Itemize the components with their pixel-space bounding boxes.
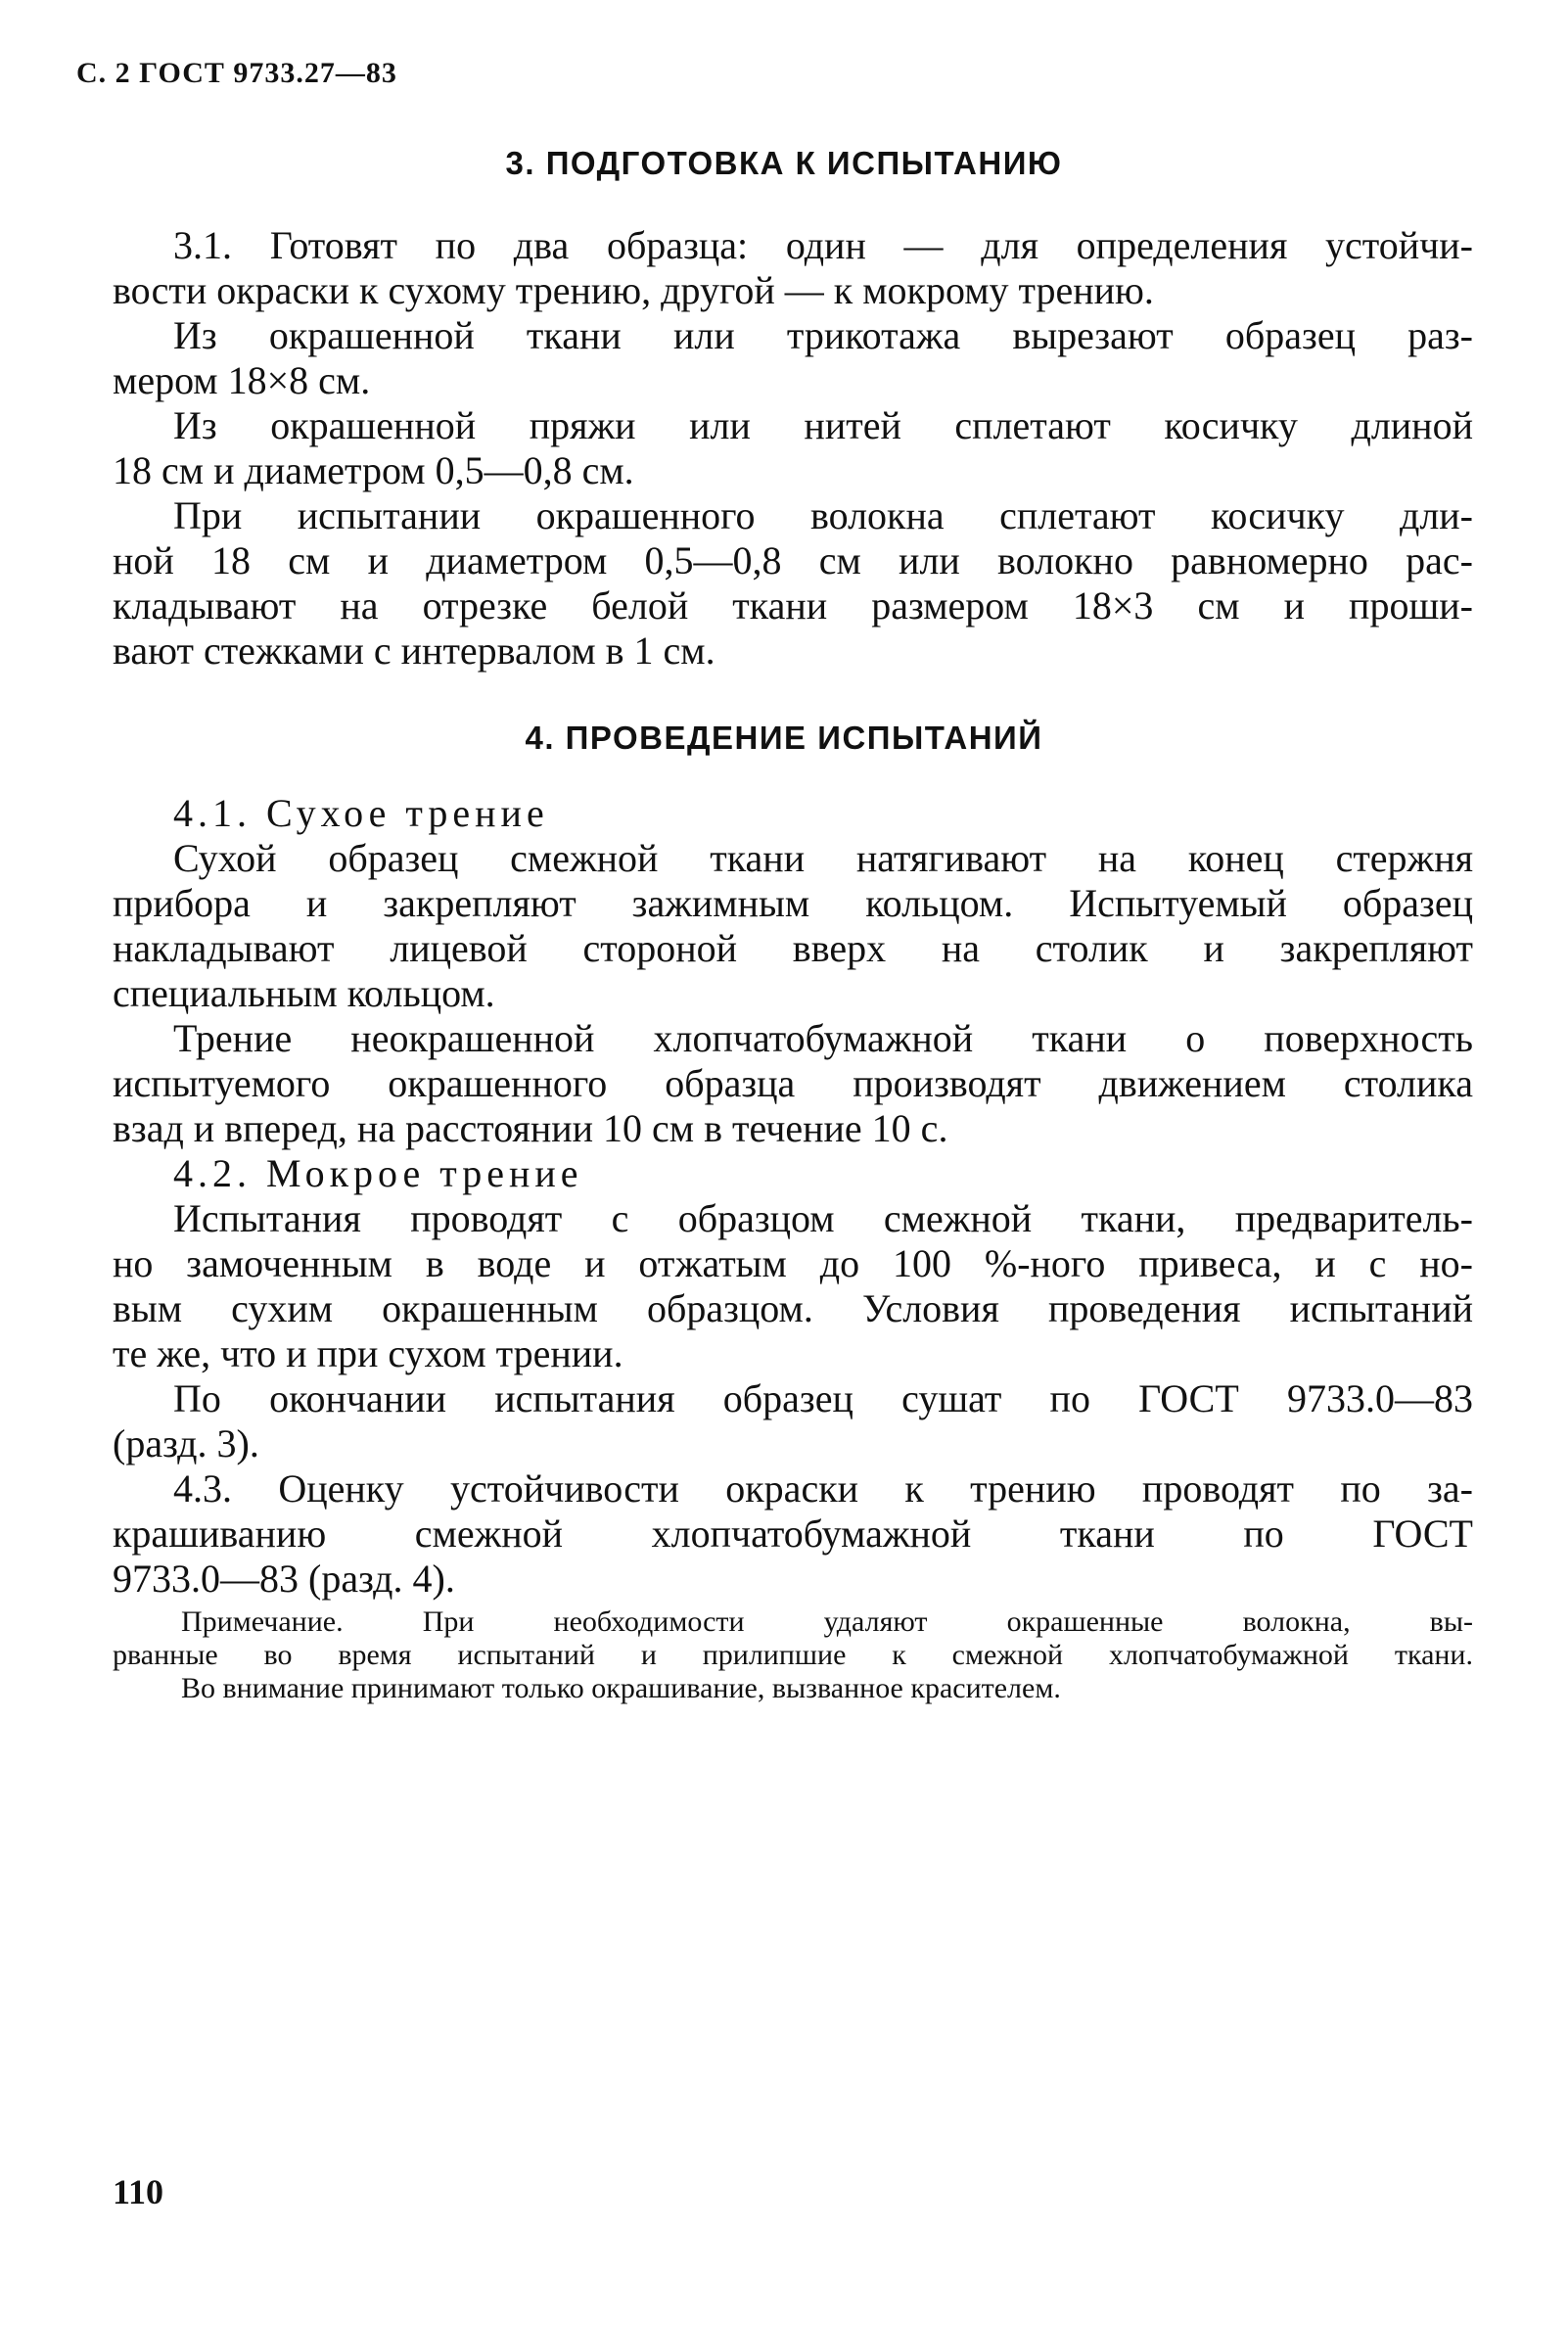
note-line: Во внимание принимают только окрашивание, вызванное красителем. — [181, 1672, 1061, 1704]
text-line: взад и вперед, на расстоянии 10 см в течение 10 с. — [113, 1106, 948, 1150]
text-line: ной 18 см и диаметром 0,5—0,8 см или волокно равномерно рас- — [113, 538, 1473, 582]
note-line: Примечание. При необходимости удаляют окрашенные волокна, вы- — [181, 1605, 1473, 1638]
text-line: Из окрашенной пряжи или нитей сплетают косичку длиной — [173, 403, 1473, 447]
running-head: С. 2 ГОСТ 9733.27—83 — [76, 57, 397, 89]
text-line: кладывают на отрезке белой ткани размером 18×3 см и проши- — [113, 583, 1473, 628]
section-3-body — [113, 223, 1473, 674]
text-line: крашиванию смежной хлопчатобумажной ткани по ГОСТ — [113, 1511, 1473, 1556]
text-line: испытуемого окрашенного образца производят движением столика — [113, 1061, 1473, 1105]
text-line: Испытания проводят с образцом смежной ткани, предваритель- — [173, 1196, 1473, 1240]
text-line: Из окрашенной ткани или трикотажа вырезают образец раз- — [173, 313, 1473, 357]
text-line: Трение неокрашенной хлопчатобумажной ткани о поверхность — [173, 1016, 1473, 1060]
text-line: но замоченным в воде и отжатым до 100 %-ного привеса, и с но- — [113, 1241, 1473, 1285]
section-4-body — [113, 791, 1473, 1602]
text-line: накладывают лицевой стороной вверх на столик и закрепляют — [113, 926, 1473, 970]
text-line: вают стежками с интервалом в 1 см. — [113, 628, 715, 673]
text-line: При испытании окрашенного волокна сплетают косичку дли- — [173, 493, 1473, 537]
subsection-title: 4.1. Сухое трение — [173, 791, 549, 835]
text-line: 9733.0—83 (разд. 4). — [113, 1557, 455, 1601]
text-line: По окончании испытания образец сушат по ГОСТ 9733.0—83 — [173, 1376, 1473, 1420]
text-line: специальным кольцом. — [113, 971, 495, 1015]
section-4-heading: 4. ПРОВЕДЕНИЕ ИСПЫТАНИЙ — [525, 720, 1043, 756]
subsection-title: 4.2. Мокрое трение — [173, 1151, 583, 1195]
text-line: Сухой образец смежной ткани натягивают на конец стержня — [173, 836, 1473, 880]
text-line: 4.3. Оценку устойчивости окраски к трению проводят по за- — [173, 1466, 1473, 1511]
page-number: 110 — [113, 2172, 164, 2211]
text-line: вым сухим окрашенным образцом. Условия проведения испытаний — [113, 1286, 1473, 1330]
section-3-heading: 3. ПОДГОТОВКА К ИСПЫТАНИЮ — [505, 145, 1063, 181]
text-line: 18 см и диаметром 0,5—0,8 см. — [113, 448, 634, 492]
text-line: те же, что и при сухом трении. — [113, 1331, 623, 1375]
text-line: вости окраски к сухому трению, другой — к мокрому трению. — [113, 268, 1154, 312]
note-line: рванные во время испытаний и прилипшие к смежной хлопчатобумажной ткани. — [113, 1639, 1473, 1671]
text-line: 3.1. Готовят по два образца: один — для определения устойчи- — [173, 223, 1473, 267]
text-line: мером 18×8 см. — [113, 358, 371, 402]
text-line: (разд. 3). — [113, 1421, 259, 1465]
text-line: прибора и закрепляют зажимным кольцом. Испытуемый образец — [113, 881, 1473, 925]
